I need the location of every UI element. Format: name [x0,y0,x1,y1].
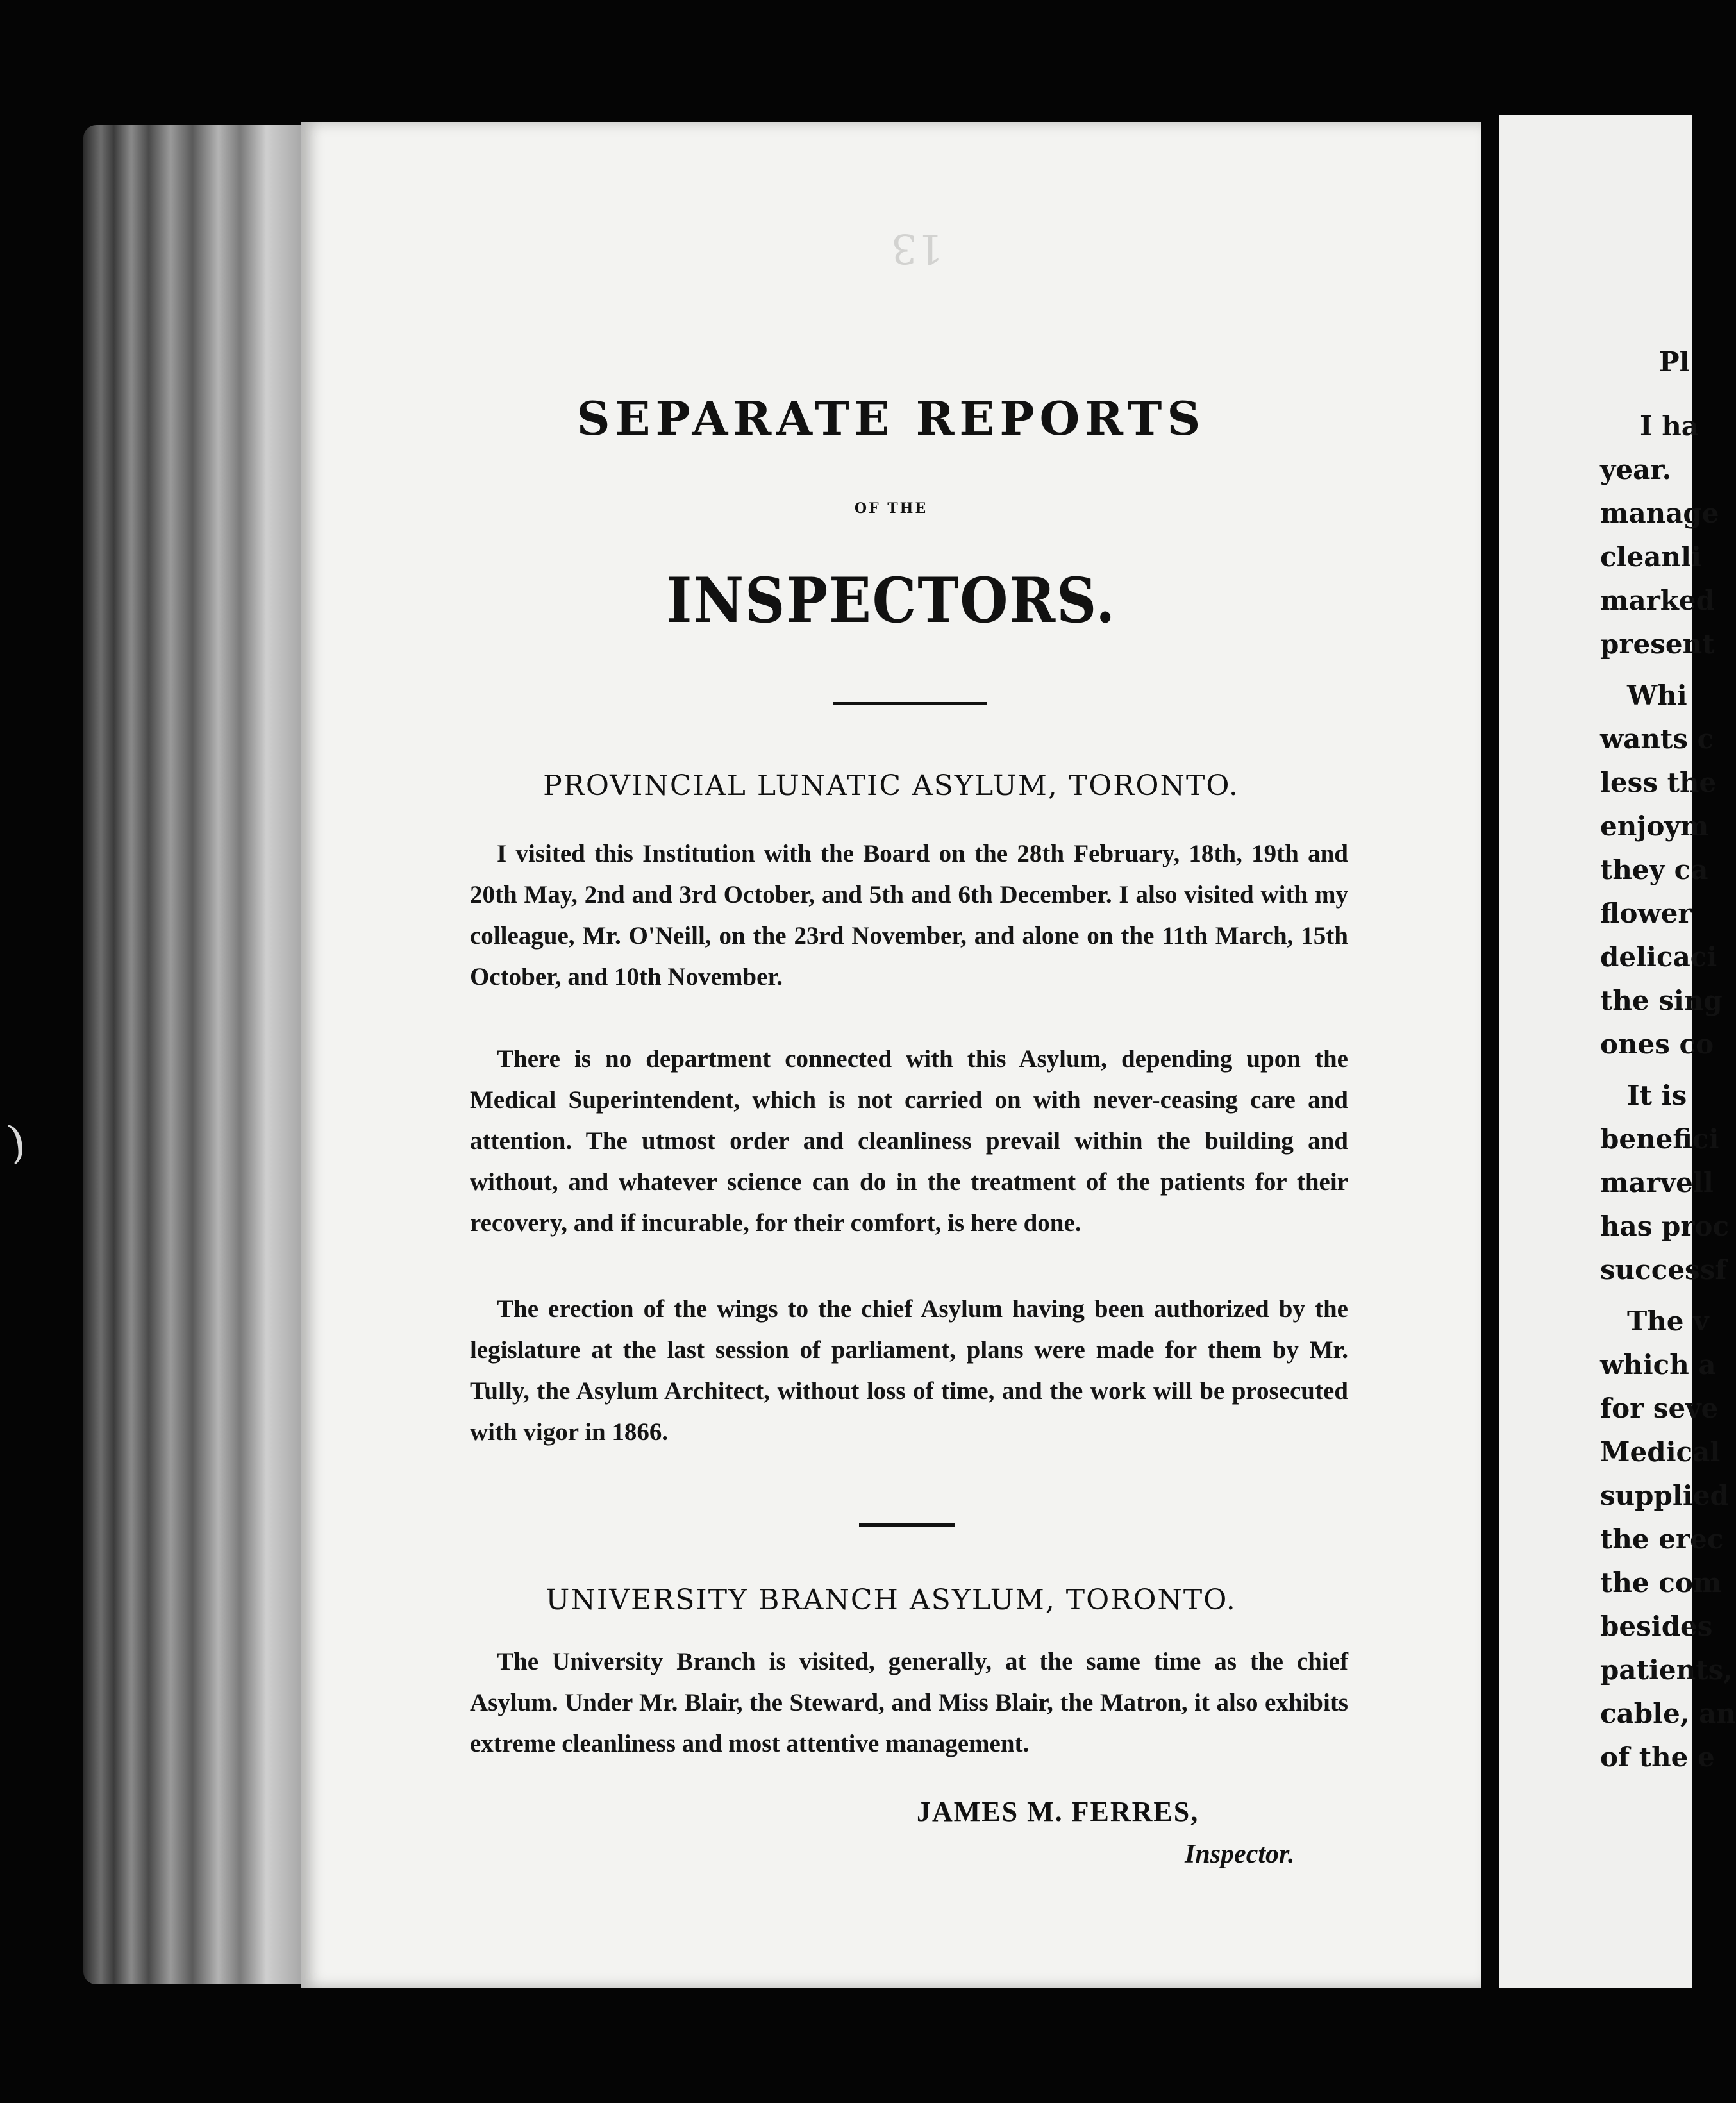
right-page-fragment: patients, [1600,1654,1733,1686]
right-page-fragment: Pl [1659,346,1690,378]
right-page-fragment: wants c [1600,723,1714,755]
right-page-fragment: they ca [1600,854,1708,885]
right-page-fragment: ones co [1600,1028,1714,1060]
right-page-fragment: present [1600,628,1715,660]
signature-name: JAMES M. FERRES, [917,1796,1199,1827]
right-page-fragment: year. [1600,454,1672,485]
book-page-edges [83,125,301,1984]
scan-artifact-left: ) [3,1114,30,1169]
right-page-fragment: cleanli [1600,541,1701,573]
right-page-fragment: successf [1600,1254,1727,1286]
paragraph-wings: The erection of the wings to the chief Asylum having been authorized by the legislature at the last session of parliament, plans were made for them by Mr. Tully, the Asylum Architect, without loss of time, and the work will be prosecuted with vigor in 1866. [470,1295,1348,1446]
report-subtitle: INSPECTORS. [666,564,1116,637]
right-page-fragment: manage [1600,498,1719,529]
right-page-fragment: marked [1600,585,1715,616]
right-page-fragment: supplied [1600,1480,1729,1511]
bleed-through-page-number: 13 [891,224,944,272]
right-page-fragment: the sing [1600,985,1723,1016]
right-page-fragment: for seve [1600,1393,1719,1424]
left-page [301,122,1481,1988]
book-gutter [1481,109,1499,1994]
paragraph-university: The University Branch is visited, generally, at the same time as the chief Asylum. Under Mr. Blair, the Steward, and Miss Blair, the Matron, it also exhibits extreme cleanliness and most attentive management. [470,1648,1348,1757]
section-rule [859,1523,955,1527]
right-page-fragment: marvell [1600,1167,1714,1198]
right-page-fragment: which a [1600,1349,1716,1380]
right-page-fragment: cable, an [1600,1698,1736,1729]
of-the-label: OF THE [854,500,928,517]
right-page-fragment: the com [1600,1567,1722,1598]
signature-title: Inspector. [1185,1839,1295,1869]
right-page [1499,115,1736,1988]
right-page-fragment: flower [1600,898,1692,929]
right-page-fragment: delicaci [1600,941,1717,973]
right-page-fragment: of the e [1600,1741,1715,1773]
right-page-fragment: has proc [1600,1211,1730,1242]
right-page-fragment: benefici [1600,1123,1719,1155]
section-heading-provincial: PROVINCIAL LUNATIC ASYLUM, TORONTO. [543,769,1239,802]
right-page-fragment: I ha [1640,410,1699,442]
right-page-fragment: enjoym [1600,810,1709,842]
right-page-fragment: The v [1627,1305,1709,1337]
right-page-fragment: less the [1600,767,1717,798]
right-page-fragment: It is [1627,1080,1687,1111]
right-page-fragment: Whi [1627,680,1687,711]
right-page-fragment: the erec [1600,1523,1724,1555]
paragraph-visits: I visited this Institution with the Board on the 28th February, 18th, 19th and 20th May, 2nd and 3rd October, and 5th and 6th December. I also visited with my colleague, Mr. O'Neill, on the 23rd November, and alone on the 11th March, 15th October, and 10th November. [470,840,1348,991]
report-title: SEPARATE REPORTS [576,391,1206,446]
section-heading-university: UNIVERSITY BRANCH ASYLUM, TORONTO. [546,1584,1237,1616]
title-rule [833,702,987,705]
right-page-fragment: besides [1600,1611,1713,1642]
paragraph-department: There is no department connected with this Asylum, depending upon the Medical Superintendent, which is not carried on with never-ceasing care and attention. The utmost order and cleanliness prevail within the building and without, and whatever science can do in the treatment of the patients for their recovery, and if incurable, for their comfort, is here done. [470,1045,1348,1237]
right-page-fragment: Medical [1600,1436,1721,1468]
